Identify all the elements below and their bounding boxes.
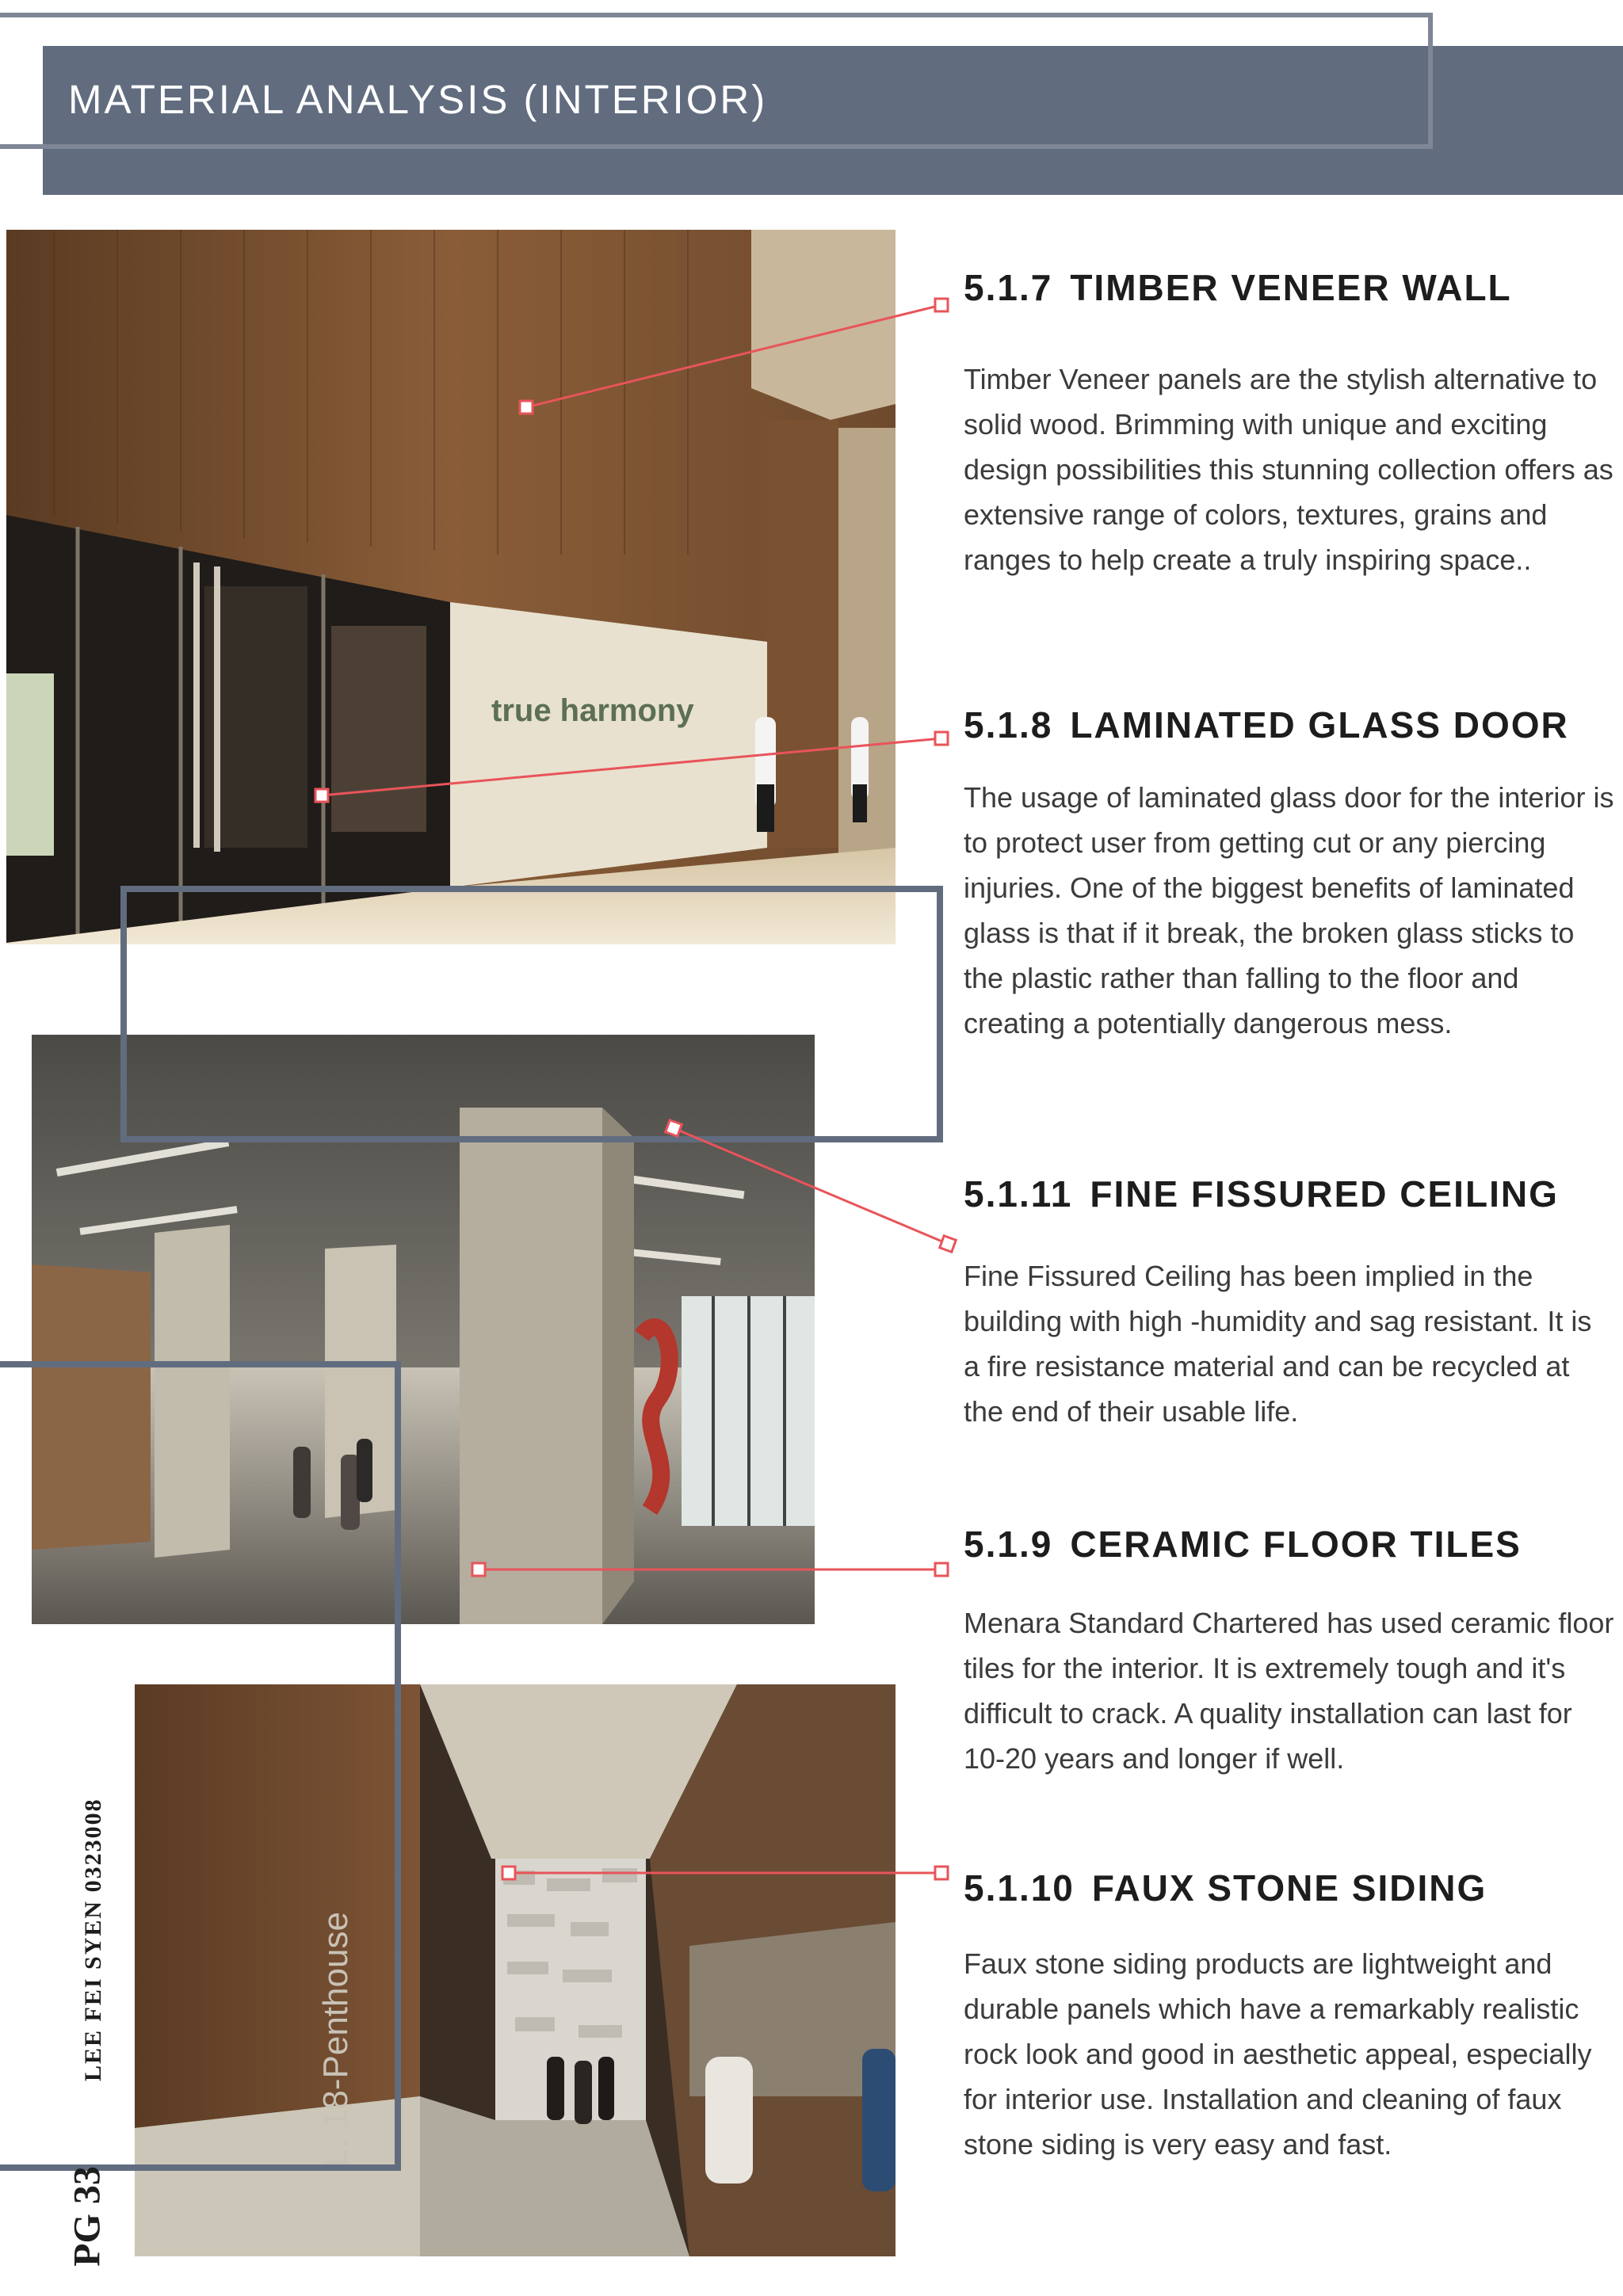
section-number: 5.1.11 <box>964 1173 1073 1215</box>
page-number <box>63 2155 111 2266</box>
section-number: 5.1.8 <box>964 704 1053 746</box>
section-heading-ceiling <box>964 1173 1559 1215</box>
callout-anchor-stone <box>935 1867 948 1879</box>
section-heading-stone <box>964 1867 1487 1909</box>
section-number: 5.1.7 <box>964 267 1053 308</box>
photo-timber-wall-lobby <box>6 230 896 944</box>
section-body-glass: The usage of laminated glass door for the interior is to protect user from getting cut or any piercing injuries. One of the biggest benefits of laminated glass is that if it break, the broken glass sticks to the plastic rather than falling to the floor and creating a potentially dangerous mess. <box>964 781 1614 1039</box>
section-title: LAMINATED GLASS DOOR <box>1070 704 1569 746</box>
section-heading-glass <box>964 704 1569 746</box>
author-credit <box>78 1798 109 2084</box>
author-name: LEE FEI SYEN 0323008 <box>80 1798 106 2081</box>
callout-anchor-tiles <box>935 1563 948 1576</box>
section-heading-timber <box>964 266 1512 309</box>
page-title: MATERIAL ANALYSIS (INTERIOR) <box>68 77 768 122</box>
section-heading-tiles <box>964 1523 1522 1566</box>
callout-anchor-ceiling <box>940 1236 957 1253</box>
page-number-text: PG 33 <box>66 2166 109 2267</box>
section-number: 5.1.10 <box>964 1867 1075 1909</box>
section-body-ceiling: Fine Fissured Ceiling has been implied in the building with high -humidity and sag resistant. It is a fire resistance material and can be recycled at the end of their usable life. <box>964 1260 1592 1428</box>
section-body-timber: Timber Veneer panels are the stylish alternative to solid wood. Brimming with unique and exciting design possibilities this stunning collection offers as extensive range of colors, textures, grains and ranges to help create a truly inspiring space.. <box>964 363 1613 576</box>
level-sign: L. 18-Penthouse <box>316 1912 355 2168</box>
section-title: FAUX STONE SIDING <box>1091 1867 1487 1909</box>
section-body-tiles: Menara Standard Chartered has used ceramic floor tiles for the interior. It is extremely tough and it's difficult to crack. A quality installation can last for 10-20 years and longer if well. <box>964 1607 1614 1775</box>
callout-anchor-timber <box>935 299 948 311</box>
section-body-stone: Faux stone siding products are lightweight and durable panels which have a remarkably realistic rock look and good in aesthetic appeal, especially for interior use. Installation and cleaning of faux stone siding is very easy and fast. <box>964 1947 1592 2161</box>
callout-anchor-glass <box>935 732 948 745</box>
store-logo: true harmony <box>491 693 694 728</box>
section-title: TIMBER VENEER WALL <box>1070 267 1512 308</box>
decorative-frame-bottom <box>0 1361 401 2171</box>
section-number: 5.1.9 <box>964 1524 1053 1565</box>
decorative-frame-top <box>120 886 943 1142</box>
section-title: FINE FISSURED CEILING <box>1090 1173 1559 1215</box>
section-title: CERAMIC FLOOR TILES <box>1070 1524 1522 1565</box>
